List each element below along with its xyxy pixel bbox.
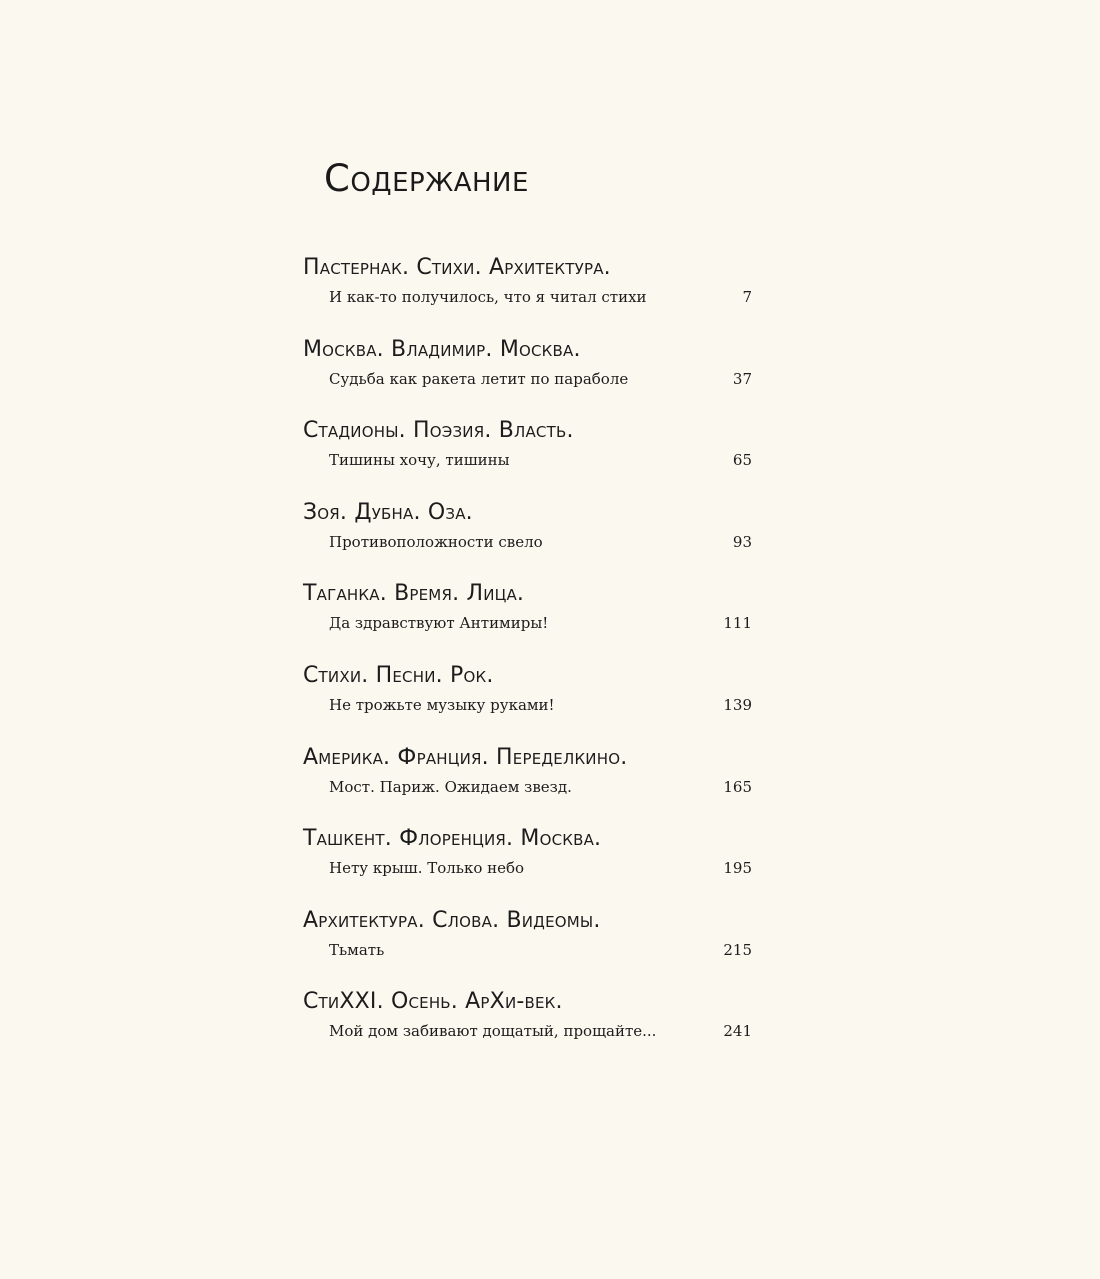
toc-entry	[303, 578, 755, 660]
page-title: Содержание	[324, 157, 529, 200]
toc-entry	[303, 823, 755, 905]
chapter-subtitle: Судьба как ракета летит по параболе	[329, 369, 629, 388]
page-number: 65	[732, 451, 752, 470]
toc-entry	[303, 252, 755, 334]
chapter-subtitle: Тьмать	[329, 940, 385, 959]
chapter-title: Зоя. Дубна. Оза.	[303, 499, 473, 525]
toc-entry	[303, 660, 755, 742]
page-number: 7	[742, 288, 752, 306]
page-number: 215	[723, 940, 752, 959]
chapter-title: Архитектура. Слова. Видеомы.	[303, 907, 601, 933]
page-number: 165	[723, 777, 752, 796]
toc-entry	[303, 742, 755, 824]
chapter-title: Таганка. Время. Лица.	[303, 581, 525, 607]
chapter-subtitle: Тишины хочу, тишины	[329, 451, 510, 470]
page-number: 241	[723, 1022, 752, 1041]
chapter-subtitle: Мост. Париж. Ожидаем звезд.	[329, 777, 572, 796]
toc-entry	[303, 415, 755, 497]
page-number: 195	[723, 859, 752, 878]
chapter-subtitle: Да здравствуют Антимиры!	[329, 614, 549, 633]
chapter-title: Москва. Владимир. Москва.	[303, 336, 581, 362]
chapter-title: Ташкент. Флоренция. Москва.	[303, 826, 602, 852]
chapter-subtitle: Противоположности свело	[329, 532, 543, 551]
chapter-subtitle: Мой дом забивают дощатый, прощайте...	[329, 1022, 657, 1041]
page-number: 111	[723, 614, 752, 633]
toc-entry	[303, 497, 755, 579]
chapter-subtitle: И как-то получилось, что я читал стихи	[329, 288, 647, 306]
table-of-contents	[303, 252, 755, 1068]
page-number: 37	[732, 369, 752, 388]
chapter-title: Стихи. Песни. Рок.	[303, 662, 494, 688]
toc-entry	[303, 986, 755, 1068]
chapter-title: СтиXXI. Осень. АрХи-век.	[303, 989, 563, 1015]
chapter-title: Америка. Франция. Переделкино.	[303, 744, 628, 770]
toc-entry	[303, 334, 755, 416]
chapter-title: Пастернак. Стихи. Архитектура.	[303, 255, 611, 280]
page-number: 139	[723, 695, 752, 714]
chapter-subtitle: Нету крыш. Только небо	[329, 859, 525, 878]
chapter-subtitle: Не трожьте музыку руками!	[329, 695, 555, 714]
page-number: 93	[732, 532, 752, 551]
toc-entry	[303, 905, 755, 987]
chapter-title: Стадионы. Поэзия. Власть.	[303, 418, 574, 444]
